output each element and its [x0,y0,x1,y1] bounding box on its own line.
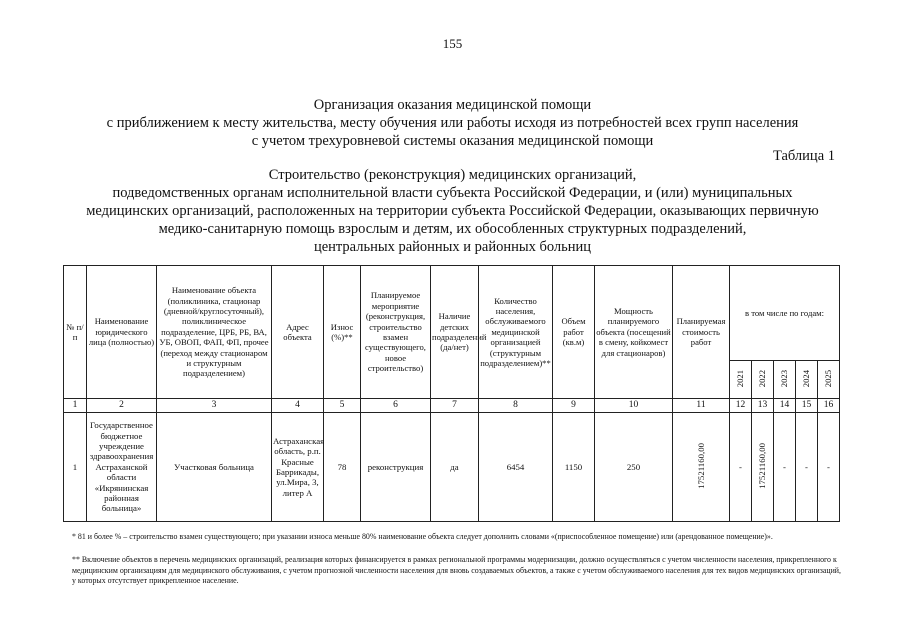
cell-capacity: 250 [595,413,673,522]
table-row [64,413,840,522]
subheading-line-2: подведомственных органам исполнительной власти субъекта Российской Федерации, и (или) муниципальных [112,185,793,201]
cell-2023: - [774,413,796,522]
header-year-2025: 2025 [818,361,840,399]
cell-kids: да [431,413,479,522]
header-object-name: Наименование объекта (поликлиника, стационар (дневной/круглосуточный), поликлиническое подразделение, ЦРБ, РБ, ВА, УБ, ОВОП, ФАП, ФП, прочее (переход между стационаром и структурным подразделением) [157,266,272,399]
col-number: 7 [431,399,479,413]
col-number: 2 [87,399,157,413]
header-activity: Планируемое мероприятие (реконструкция, строительство взамен существующего, новое строительство) [361,266,431,399]
heading-line-2: с приближением к месту жительства, месту обучения или работы исходя из потребностей всех групп населения [106,115,799,131]
cell-2021: - [730,413,752,522]
cell-legal-name: Государственное бюджетное учреждение здравоохранения Астраханской области «Икрянинская районная больница» [87,413,157,522]
col-number: 1 [64,399,87,413]
col-number: 13 [752,399,774,413]
col-number: 16 [818,399,840,413]
cell-cost: 17521160,00 [673,413,730,522]
header-kids: Наличие детских подразделений (да/нет) [431,266,479,399]
heading-line-1: Организация оказания медицинской помощи [313,97,592,113]
col-number: 10 [595,399,673,413]
cell-wear: 78 [324,413,361,522]
cell-activity: реконструкция [361,413,431,522]
header-year-2023: 2023 [774,361,796,399]
subheading-line-5: центральных районных и районных больниц [313,239,592,255]
header-year-2024: 2024 [796,361,818,399]
cell-address: Астраханская область, р.п. Красные Баррикады, ул.Мира, 3, литер А [272,413,324,522]
construction-table [63,265,840,522]
header-year-2022: 2022 [752,361,774,399]
header-year-2021: 2021 [730,361,752,399]
col-number: 11 [673,399,730,413]
col-number: 6 [361,399,431,413]
header-population: Количество населения, обслуживаемого медицинской организацией (структурным подразделением)** [479,266,553,399]
col-number: 3 [157,399,272,413]
cell-object-name: Участковая больница [157,413,272,522]
col-number: 12 [730,399,752,413]
footnote-1: * 81 и более % – строительство взамен существующего; при указании износа меньше 80% наименование объекта следует дополнить словами «(приспособленное помещение) или (арендованное помещение)». [72,532,773,541]
page-number: 155 [442,36,463,51]
cell-2022: 17521160,00 [752,413,774,522]
header-cost: Планируемая стоимость работ [673,266,730,399]
subheading-line-4: медико-санитарную помощь взрослым и детям, их обособленных структурных подразделений, [158,221,747,237]
cell-no: 1 [64,413,87,522]
header-wear: Износ (%)** [324,266,361,399]
header-no: № п/ п [64,266,87,399]
table-label: Таблица 1 [772,148,835,164]
cell-population: 6454 [479,413,553,522]
header-years-title: в том числе по годам: [730,266,840,361]
header-address: Адрес объекта [272,266,324,399]
header-capacity: Мощность планируемого объекта (посещений в смену, койкомест для стационаров) [595,266,673,399]
cell-volume: 1150 [553,413,595,522]
col-number: 9 [553,399,595,413]
header-legal-name: Наименование юридического лица (полностью) [87,266,157,399]
subheading-line-1: Строительство (реконструкция) медицинских организаций, [268,167,637,183]
heading-line-3: с учетом трехуровневой системы оказания медицинской помощи [251,133,654,149]
footnote-2: ** Включение объектов в перечень медицинских организаций, реализация которых финансируется в рамках региональной программы модернизации, должно осуществляться с учетом численности населения, прикрепленного к медицинским организациям для медицинского обслуживания, с учетом прогнозной численности населения для вновь создаваемых объектов, а также с учетом обслуживаемого населения для тех видов медицинских организаций, у которых отсутствует прикрепленное население. [72,555,841,586]
col-number: 14 [774,399,796,413]
col-number: 15 [796,399,818,413]
cell-2024: - [796,413,818,522]
col-number: 8 [479,399,553,413]
subheading-line-3: медицинских организаций, расположенных на территории субъекта Российской Федерации, оказывающих первичную [86,203,819,219]
col-number: 5 [324,399,361,413]
header-volume: Объем работ (кв.м) [553,266,595,399]
cell-2025: - [818,413,840,522]
col-number: 4 [272,399,324,413]
